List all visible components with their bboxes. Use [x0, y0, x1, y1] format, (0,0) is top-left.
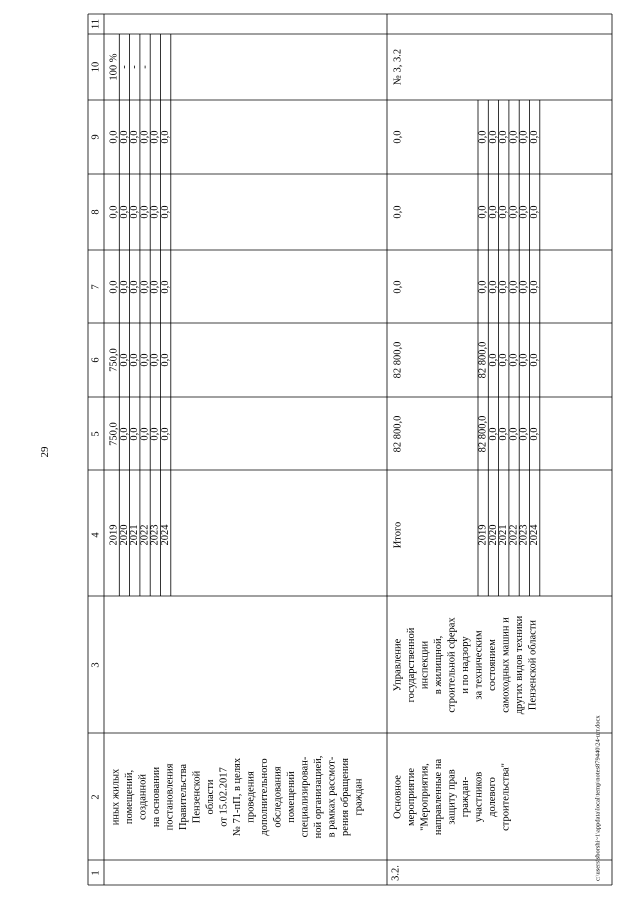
section2-description-line: мероприятие [406, 768, 417, 826]
section1-col9: 0,0 [108, 130, 120, 144]
section2-year: 2023 [518, 524, 530, 546]
section1-description-line: граждан [353, 778, 365, 816]
section1-description-line: помещений [286, 771, 297, 823]
section1-col6: 750,0 [108, 348, 120, 372]
section1-col9: 0,0 [160, 130, 171, 144]
section1-col6: 0,0 [129, 353, 141, 367]
section2-description-line: участников [473, 771, 485, 823]
section1-col8: 0,0 [108, 205, 120, 219]
section2-description-line: долевого [487, 777, 498, 817]
section1-col7: 0,0 [139, 280, 151, 294]
column-number-8: 8 [90, 209, 102, 215]
section2-year: 2019 [477, 524, 489, 546]
section1-col7: 0,0 [129, 280, 141, 294]
section1-col10: - [118, 65, 130, 69]
section2-col5: 0,0 [508, 427, 520, 441]
section1-description-line: рения обращения [340, 758, 351, 836]
section1-col6: 0,0 [160, 353, 171, 367]
section2-description-line: граждан- [460, 776, 471, 818]
section2-responsible-line: государственной [406, 627, 417, 703]
section1-description-line: иных жилых [110, 768, 122, 826]
section2-total-col9: 0,0 [392, 130, 404, 144]
section1-col8: 0,0 [160, 205, 171, 219]
column-number-5: 5 [90, 431, 102, 437]
section2-total-label: Итого [392, 521, 404, 549]
section2-col8: 0,0 [518, 205, 530, 219]
column-number-10: 10 [90, 61, 102, 73]
section2-col6: 0,0 [487, 353, 499, 367]
section2-col9: 0,0 [477, 130, 489, 144]
section2-col6: 0,0 [529, 353, 540, 367]
section1-col5: 0,0 [129, 427, 141, 441]
section1-year: 2022 [139, 524, 151, 546]
column-number-2: 2 [90, 794, 102, 800]
section2-col5: 82 800,0 [477, 415, 489, 453]
section1-col9: 0,0 [149, 130, 161, 144]
section2-responsible-line: за техническим [473, 630, 485, 700]
section1-col8: 0,0 [149, 205, 161, 219]
section1-year: 2020 [118, 524, 130, 546]
section1-year: 2021 [129, 524, 141, 546]
section2-col9: 0,0 [529, 130, 540, 144]
section2-description-line: строительства" [500, 763, 512, 831]
section2-responsible-line: Пензенской области [527, 619, 539, 711]
section1-col5: 0,0 [149, 427, 161, 441]
section2-responsible-line: Управление [392, 638, 404, 692]
section1-col8: 0,0 [118, 205, 130, 219]
section2-col5: 0,0 [498, 427, 510, 441]
section2-col9: 0,0 [498, 130, 510, 144]
section1-description-line: в рамках рассмот- [326, 756, 338, 838]
section1-col7: 0,0 [149, 280, 161, 294]
section2-year: 2024 [529, 524, 540, 546]
section1-col8: 0,0 [129, 205, 141, 219]
section2-col7: 0,0 [518, 280, 530, 294]
section2-col5: 0,0 [487, 427, 499, 441]
page-number: 29 [39, 446, 51, 458]
section1-description-line: дополнительного [259, 758, 270, 836]
column-number-6: 6 [90, 357, 102, 363]
section2-total-col7: 0,0 [392, 280, 404, 294]
section1-col7: 0,0 [160, 280, 171, 294]
section1-year: 2019 [108, 524, 120, 546]
section2-total-col6: 82 800,0 [392, 341, 404, 379]
section2-year: 2020 [487, 524, 499, 546]
section1-col6: 0,0 [139, 353, 151, 367]
section2-col6: 0,0 [498, 353, 510, 367]
section2-col8: 0,0 [508, 205, 520, 219]
column-number-9: 9 [90, 134, 102, 140]
section2-description-line: направленные на [433, 758, 444, 836]
section1-year: 2024 [160, 524, 171, 546]
section1-col6: 0,0 [149, 353, 161, 367]
section1-col5: 750,0 [108, 422, 120, 446]
section2-responsible-line: самоходных машин и [500, 617, 512, 713]
section1-col7: 0,0 [118, 280, 130, 294]
section2-col8: 0,0 [487, 205, 499, 219]
section2-description-line: "Мероприятия, [419, 763, 431, 831]
section2-col5: 0,0 [518, 427, 530, 441]
section2-col6: 0,0 [508, 353, 520, 367]
section2-responsible-line: других видов техники [514, 615, 525, 715]
section2-col7: 0,0 [477, 280, 489, 294]
section1-description-line: постановления [164, 763, 176, 831]
section2-number: 3.2. [390, 865, 402, 881]
section1-year: 2023 [149, 524, 161, 546]
section2-col11: № 3, 3.2 [392, 48, 404, 86]
section2-col7: 0,0 [508, 280, 520, 294]
section1-col7: 0,0 [108, 280, 120, 294]
section1-col8: 0,0 [139, 205, 151, 219]
section1-col6: 0,0 [118, 353, 130, 367]
section2-responsible-line: в жилищной, [433, 635, 444, 695]
section2-col8: 0,0 [529, 205, 540, 219]
section1-description-line: специализирован- [299, 756, 311, 838]
section2-year: 2022 [508, 524, 520, 546]
section1-description-line: на основании [151, 766, 162, 828]
section1-description-line: ной организацией, [313, 755, 324, 839]
section1-col5: 0,0 [160, 427, 171, 441]
section2-col5: 0,0 [529, 427, 540, 441]
section2-total-col8: 0,0 [392, 205, 404, 219]
section1-description-line: Пензенской [191, 770, 203, 824]
section2-responsible-line: строительной сферах [446, 617, 458, 713]
section1-col9: 0,0 [129, 130, 141, 144]
section1-col10: - [139, 65, 151, 69]
section2-col7: 0,0 [487, 280, 499, 294]
section2-responsible-line: инспекции [419, 640, 431, 690]
section2-col6: 82 800,0 [477, 341, 489, 379]
column-number-1: 1 [90, 870, 102, 876]
section1-description-line: проведения [245, 771, 257, 823]
section2-col8: 0,0 [498, 205, 510, 219]
section2-responsible-line: и по надзору [460, 636, 471, 694]
section1-col10: - [129, 65, 141, 69]
table-text [39, 19, 602, 881]
file-path-footer: c:\users\sborshi~1\appdata\local\temp\notes879440\24-шт.docx [594, 715, 602, 881]
section2-col7: 0,0 [529, 280, 540, 294]
section1-col10: 100 % [108, 53, 120, 81]
section1-description-line: помещений, [124, 769, 135, 825]
section2-total-col5: 82 800,0 [392, 415, 404, 453]
section2-col9: 0,0 [518, 130, 530, 144]
section1-col9: 0,0 [139, 130, 151, 144]
section2-col9: 0,0 [487, 130, 499, 144]
section1-description-line: № 71-пП, в целях [232, 757, 243, 837]
section2-description-line: защиту прав [446, 769, 458, 825]
section2-col8: 0,0 [477, 205, 489, 219]
section2-description-line: Основное [392, 775, 404, 819]
section1-col9: 0,0 [118, 130, 130, 144]
column-number-3: 3 [90, 662, 102, 668]
section1-description-line: обследования [272, 766, 284, 828]
section1-description-line: от 15.02.2017 [218, 767, 230, 827]
section1-description-line: созданной [137, 774, 149, 820]
section2-col6: 0,0 [518, 353, 530, 367]
section1-description-line: области [205, 779, 216, 815]
section1-col5: 0,0 [139, 427, 151, 441]
column-number-4: 4 [90, 532, 102, 538]
section2-col9: 0,0 [508, 130, 520, 144]
column-number-7: 7 [90, 284, 102, 290]
table-grid [88, 14, 612, 885]
section2-responsible-line: состоянием [487, 639, 498, 691]
section1-description-line: Правительства [178, 763, 189, 831]
section1-col5: 0,0 [118, 427, 130, 441]
column-number-11: 11 [90, 18, 102, 30]
section2-year: 2021 [498, 524, 510, 546]
section2-col7: 0,0 [498, 280, 510, 294]
